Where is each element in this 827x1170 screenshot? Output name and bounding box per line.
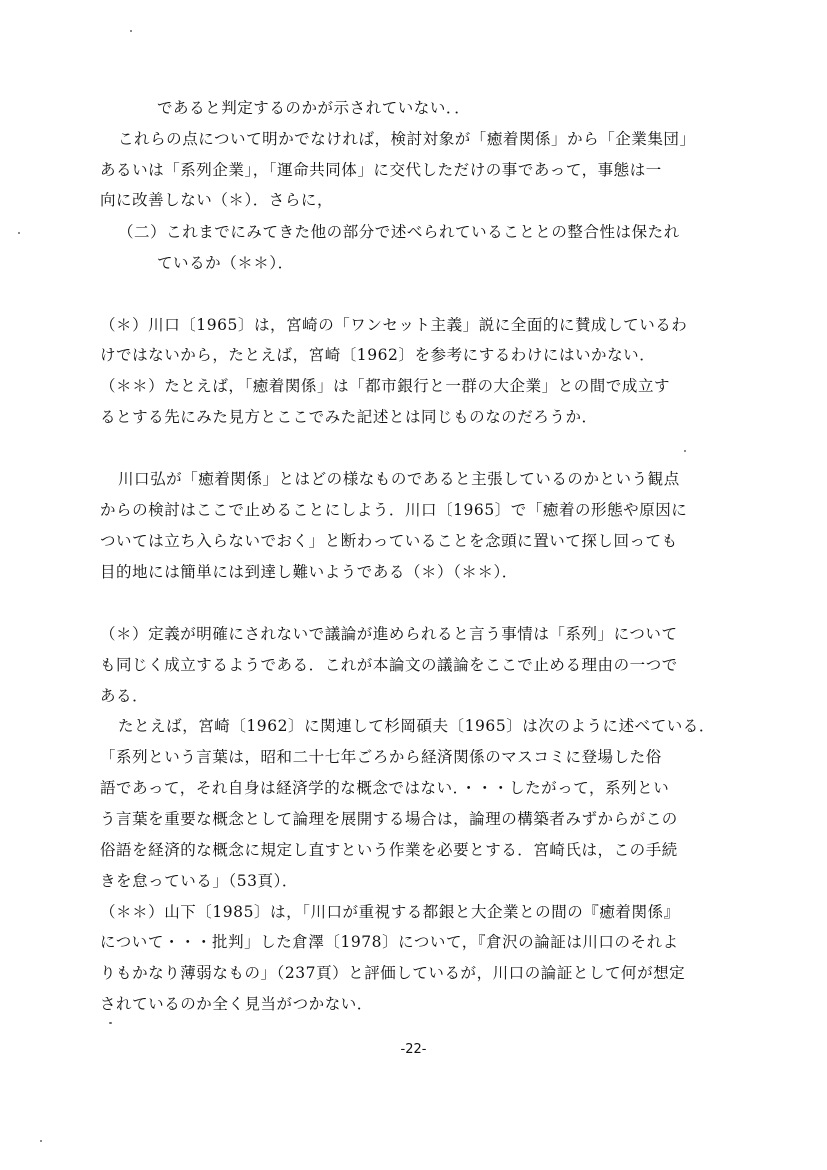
quote-line: きを怠っている」（53頁）． [100, 872, 298, 890]
footnote-line: けではないから，たとえば，宮崎〔1962〕を参考にするわけにはいかない． [100, 346, 656, 364]
scan-speck [684, 450, 686, 452]
text-line: ているか（＊＊）． [157, 254, 294, 272]
footnote-line: るとする先にみた見方とここでみた記述とは同じものなのだろうか． [100, 408, 598, 426]
page-number: -22- [400, 1042, 427, 1057]
scan-speck [18, 232, 20, 234]
text-line: ついては立ち入らないでおく」と断わっていることを念頭に置いて探し回っても [100, 532, 678, 550]
quote-line: 語であって，それ自身は経済学的な概念ではない．・・・したがって，系列とい [100, 779, 670, 797]
footnote-line: されているのか全く見当がつかない． [100, 995, 373, 1013]
footnote-line: たとえば，宮崎〔1962〕に関連して杉岡碩夫〔1965〕は次のように述べている． [118, 717, 715, 735]
footnote-line: （＊）定義が明確にされないで議論が進められると言う事情は「系列」について [100, 625, 678, 643]
quote-line: う言葉を重要な概念として論理を展開する場合は，論理の構築者みずからがこの [100, 810, 678, 828]
scan-speck [109, 1022, 112, 1024]
text-line: 川口弘が「癒着関係」とはどの様なものであると主張しているのかという観点 [118, 470, 680, 488]
quote-line: 俗語を経済的な概念に規定し直すという作業を必要とする．宮崎氏は，この手続 [100, 841, 678, 859]
text-line: 向に改善しない（＊）．さらに， [100, 191, 334, 209]
text-line: あるいは「系列企業」，「運命共同体」に交代しただけの事であって，事態は一 [100, 161, 662, 179]
footnote-line: （＊＊）たとえば，「癒着関係」は「都市銀行と一群の大企業」との間で成立す [100, 377, 671, 395]
text-line: からの検討はここで止めることにしよう．川口〔1965〕で「癒着の形態や原因に [100, 501, 688, 519]
scan-speck [130, 30, 132, 32]
footnote-line: りもかなり薄弱なもの」（237頁）と評価しているが，川口の論証として何が想定 [100, 964, 686, 982]
footnote-line: （＊）川口〔1965〕は，宮崎の「ワンセット主義」説に全面的に賛成しているわ [100, 316, 688, 334]
text-line: これらの点について明かでなければ，検討対象が「癒着関係」から「企業集団」 [118, 130, 696, 148]
quote-line: 「系列という言葉は，昭和二十七年ごろから経済関係のマスコミに登場した俗 [100, 748, 662, 766]
text-line: （二）これまでにみてきた他の部分で述べられていることとの整合性は保たれ [118, 223, 680, 241]
text-line: 目的地には簡単には到達し難いようである（＊）（＊＊）． [100, 563, 518, 581]
footnote-line: ある． [100, 687, 149, 705]
text-line: であると判定するのかが示されていない．． [157, 99, 471, 117]
footnote-line: （＊＊）山下〔1985〕は，「川口が重視する都銀と大企業との間の『癒着関係』 [100, 903, 680, 921]
footnote-line: も同じく成立するようである．これが本論文の議論をここで止める理由の一つで [100, 656, 678, 674]
footnote-line: について・・・批判」した倉澤〔1978〕について，『倉沢の論証は川口のそれよ [100, 933, 679, 951]
scan-speck [40, 1140, 42, 1142]
